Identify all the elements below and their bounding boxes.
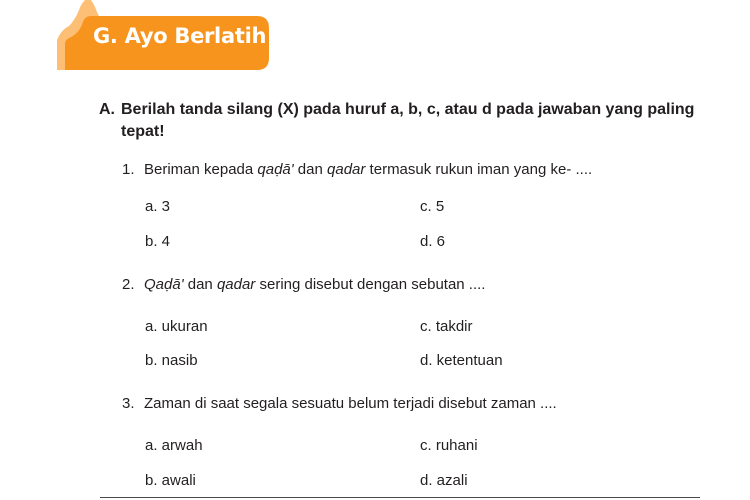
option-d[interactable]: d. azali [420, 472, 468, 489]
option-b[interactable]: b. nasib [145, 352, 198, 369]
option-d[interactable]: d. ketentuan [420, 352, 503, 369]
section-instruction [99, 99, 719, 143]
option-c[interactable]: c. takdir [420, 318, 473, 335]
question-text-part: dan [183, 276, 217, 293]
option-b[interactable]: b. awali [145, 472, 196, 489]
question-italic-term: qadar [216, 276, 256, 293]
page-title: G. Ayo Berlatih [93, 24, 267, 48]
question-text-part: Beriman kepada [144, 161, 258, 178]
option-a[interactable]: a. ukuran [145, 318, 208, 335]
option-c[interactable]: c. ruhani [420, 437, 478, 454]
question-2 [122, 276, 485, 293]
instruction-text: Berilah tanda silang (X) pada huruf a, b, c, atau d pada jawaban yang paling tepat! [121, 101, 695, 140]
option-d[interactable]: d. 6 [420, 233, 446, 250]
question-text-part: dan [293, 161, 328, 178]
question-3 [122, 395, 557, 412]
question-number: 1. [122, 161, 135, 178]
question-italic-term: Qaḍā' [144, 276, 184, 293]
option-b[interactable]: b. 4 [145, 233, 171, 250]
question-text-part: termasuk rukun iman yang ke- .... [365, 161, 593, 178]
question-italic-term: qadar [327, 161, 366, 178]
option-c[interactable]: c. 5 [420, 198, 445, 215]
option-a[interactable]: a. arwah [145, 437, 203, 454]
section-banner [57, 0, 269, 70]
question-number: 3. [122, 395, 135, 412]
question-text-part: sering disebut dengan sebutan .... [255, 276, 486, 293]
question-number: 2. [122, 276, 135, 293]
section-letter: A. [99, 101, 115, 118]
question-italic-term: qaḍā' [257, 161, 294, 178]
question-text: Zaman di saat segala sesuatu belum terjadi disebut zaman .... [144, 395, 557, 412]
question-1 [122, 161, 592, 178]
option-a[interactable]: a. 3 [145, 198, 171, 215]
bottom-divider [100, 497, 700, 498]
